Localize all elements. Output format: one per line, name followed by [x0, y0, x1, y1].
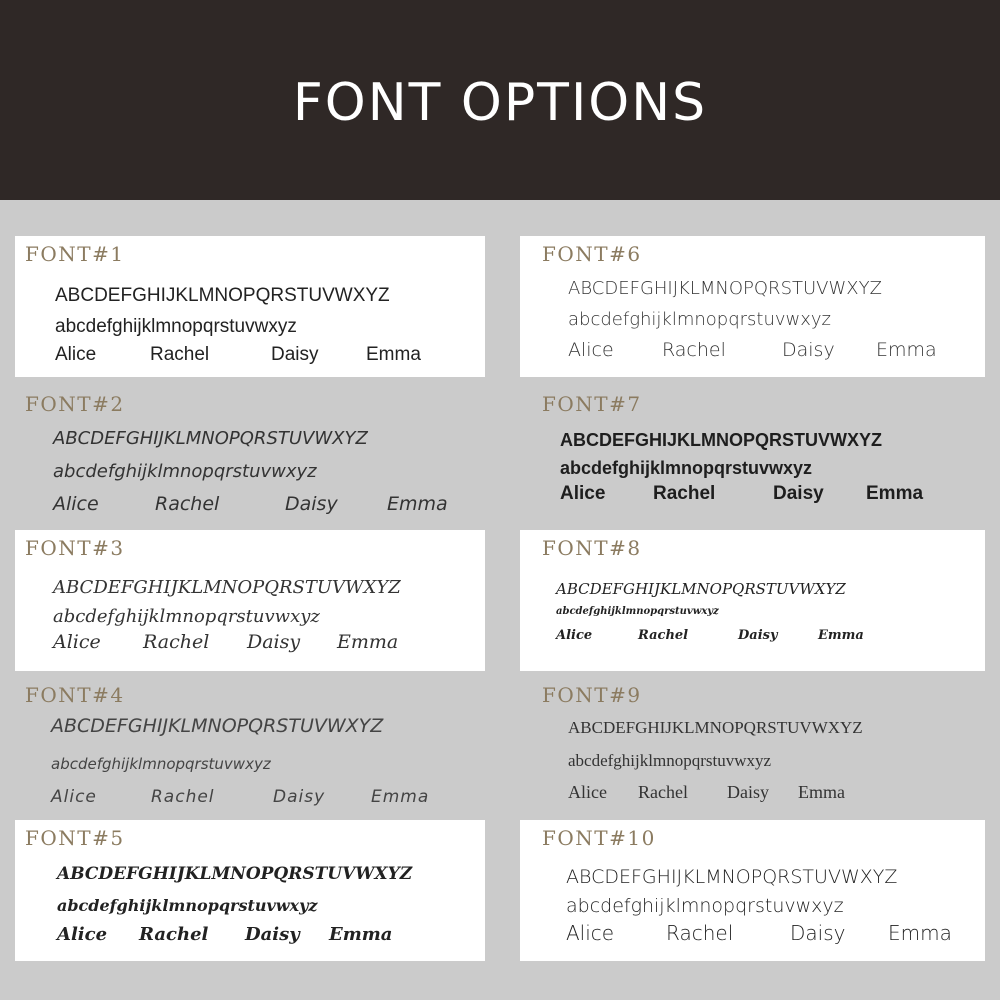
- name-sample-daisy: Daisy: [247, 631, 301, 653]
- name-sample-rachel: Rachel: [638, 628, 689, 643]
- page-title: FONT OPTIONS: [292, 73, 708, 133]
- name-sample-alice: Alice: [57, 924, 108, 945]
- uppercase-sample: ABCDEFGHIJKLMNOPQRSTUVWXYZ: [560, 430, 883, 450]
- font-option-2[interactable]: [15, 386, 485, 520]
- lowercase-sample: abcdefghijklmnopqrstuvwxyz: [55, 316, 297, 337]
- name-sample-alice: Alice: [51, 787, 97, 807]
- name-sample-alice: Alice: [53, 493, 99, 515]
- uppercase-sample: ABCDEFGHIJKLMNOPQRSTUVWXYZ: [55, 285, 390, 306]
- font-option-6[interactable]: [520, 236, 985, 377]
- lowercase-sample: abcdefghijklmnopqrstuvwxyz: [568, 751, 772, 770]
- name-sample-rachel: Rachel: [666, 921, 734, 945]
- name-sample-rachel: Rachel: [662, 339, 726, 361]
- name-sample-emma: Emma: [329, 924, 393, 945]
- name-sample-emma: Emma: [387, 493, 448, 515]
- name-sample-alice: Alice: [566, 921, 615, 945]
- uppercase-sample: ABCDEFGHIJKLMNOPQRSTUVWXYZ: [568, 278, 882, 299]
- uppercase-sample: ABCDEFGHIJKLMNOPQRSTUVWXYZ: [556, 580, 846, 598]
- name-sample-alice: Alice: [53, 631, 101, 653]
- name-sample-alice: Alice: [568, 339, 614, 361]
- font-option-1[interactable]: [15, 236, 485, 377]
- uppercase-sample: ABCDEFGHIJKLMNOPQRSTUVWXYZ: [51, 715, 384, 737]
- name-sample-emma: Emma: [888, 921, 952, 945]
- font-label: FONT#2: [25, 392, 125, 416]
- lowercase-sample: abcdefghijklmnopqrstuvwxyz: [566, 895, 844, 917]
- name-sample-daisy: Daisy: [727, 782, 769, 802]
- name-sample-rachel: Rachel: [653, 483, 716, 504]
- font-option-10[interactable]: [520, 820, 985, 961]
- lowercase-sample: abcdefghijklmnopqrstuvwxyz: [57, 896, 318, 915]
- font-option-3[interactable]: [15, 530, 485, 671]
- name-sample-emma: Emma: [866, 483, 924, 504]
- name-sample-rachel: Rachel: [638, 782, 688, 802]
- uppercase-sample: ABCDEFGHIJKLMNOPQRSTUVWXYZ: [57, 864, 413, 884]
- name-sample-emma: Emma: [818, 628, 864, 643]
- font-label: FONT#7: [542, 392, 642, 416]
- name-sample-rachel: Rachel: [155, 493, 220, 515]
- name-sample-alice: Alice: [55, 344, 97, 365]
- name-sample-rachel: Rachel: [151, 787, 215, 807]
- uppercase-sample: ABCDEFGHIJKLMNOPQRSTUVWXYZ: [568, 718, 863, 737]
- font-label: FONT#10: [542, 826, 656, 850]
- font-label: FONT#3: [25, 536, 125, 560]
- font-label: FONT#1: [25, 242, 125, 266]
- name-sample-emma: Emma: [371, 787, 430, 807]
- uppercase-sample: ABCDEFGHIJKLMNOPQRSTUVWXYZ: [53, 577, 401, 598]
- lowercase-sample: abcdefghijklmnopqrstuvwxyz: [51, 755, 271, 773]
- name-sample-daisy: Daisy: [285, 493, 338, 515]
- font-label: FONT#8: [542, 536, 642, 560]
- name-sample-alice: Alice: [560, 483, 606, 504]
- header-banner: [0, 0, 1000, 200]
- lowercase-sample: abcdefghijklmnopqrstuvwxyz: [556, 606, 719, 617]
- name-sample-alice: Alice: [556, 628, 593, 643]
- name-sample-daisy: Daisy: [738, 628, 778, 643]
- font-option-5[interactable]: [15, 820, 485, 961]
- name-sample-daisy: Daisy: [273, 787, 326, 807]
- name-sample-emma: Emma: [798, 782, 845, 802]
- uppercase-sample: ABCDEFGHIJKLMNOPQRSTUVWXYZ: [53, 428, 368, 449]
- font-option-8[interactable]: [520, 530, 985, 671]
- font-label: FONT#5: [25, 826, 125, 850]
- font-label: FONT#4: [25, 683, 125, 707]
- name-sample-alice: Alice: [568, 782, 607, 802]
- uppercase-sample: ABCDEFGHIJKLMNOPQRSTUVWXYZ: [566, 866, 898, 888]
- name-sample-rachel: Rachel: [143, 631, 210, 653]
- name-sample-daisy: Daisy: [773, 483, 824, 504]
- font-label: FONT#6: [542, 242, 642, 266]
- name-sample-rachel: Rachel: [139, 924, 209, 945]
- font-label: FONT#9: [542, 683, 642, 707]
- name-sample-daisy: Daisy: [790, 921, 846, 945]
- lowercase-sample: abcdefghijklmnopqrstuvwxyz: [53, 606, 320, 627]
- name-sample-daisy: Daisy: [782, 339, 835, 361]
- font-option-4[interactable]: [15, 677, 485, 813]
- name-sample-emma: Emma: [366, 344, 421, 365]
- lowercase-sample: abcdefghijklmnopqrstuvwxyz: [568, 309, 832, 330]
- name-sample-daisy: Daisy: [271, 344, 319, 365]
- name-sample-daisy: Daisy: [245, 924, 300, 945]
- lowercase-sample: abcdefghijklmnopqrstuvwxyz: [53, 461, 317, 482]
- font-option-7[interactable]: [520, 386, 985, 520]
- lowercase-sample: abcdefghijklmnopqrstuvwxyz: [560, 458, 813, 478]
- name-sample-emma: Emma: [337, 631, 399, 653]
- name-sample-emma: Emma: [876, 339, 937, 361]
- name-sample-rachel: Rachel: [150, 344, 210, 365]
- font-option-9[interactable]: [520, 677, 985, 813]
